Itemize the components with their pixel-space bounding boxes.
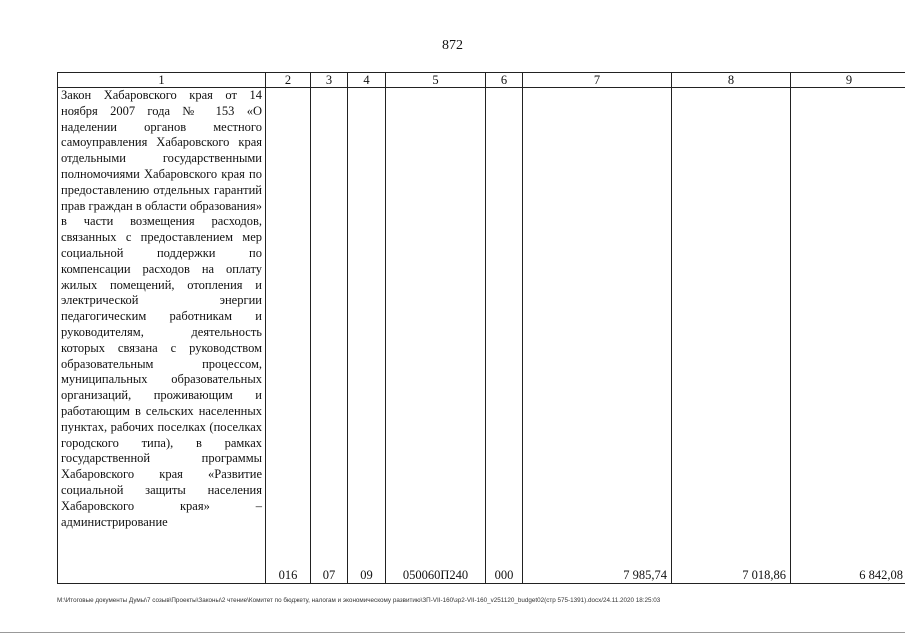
ministry-code: 016 bbox=[266, 88, 311, 584]
file-path-footer: M:\Итоговые документы Думы\7 созыв\Проекты\Законы\2 чтение\Комитет по бюджету, налогам и экономическому развитию\ЗП-VII-160\зр2-VII-160_v251120_budget02(стр 575-1391).docx/24.11.2020 18:25:03 bbox=[57, 597, 661, 604]
amount-col7: 7 985,74 bbox=[523, 88, 672, 584]
column-header-4: 4 bbox=[348, 73, 386, 88]
column-header-1: 1 bbox=[58, 73, 266, 88]
budget-table bbox=[57, 72, 905, 584]
target-article-code: 050060П240 bbox=[386, 88, 486, 584]
column-header-7: 7 bbox=[523, 73, 672, 88]
column-header-8: 8 bbox=[672, 73, 791, 88]
column-header-5: 5 bbox=[386, 73, 486, 88]
header-row bbox=[58, 73, 905, 88]
column-header-6: 6 bbox=[486, 73, 523, 88]
column-header-2: 2 bbox=[266, 73, 311, 88]
table-row bbox=[58, 88, 905, 584]
amount-col9: 6 842,08 bbox=[791, 88, 905, 584]
column-header-3: 3 bbox=[311, 73, 348, 88]
section-code: 07 bbox=[311, 88, 348, 584]
expense-type-code: 000 bbox=[486, 88, 523, 584]
row-description: Закон Хабаровского края от 14 ноября 2007 года № 153 «О наделении органов местного самоуправления Хабаровского края отдельными государственными полномочиями Хабаровского края по предоставлению отдельных гарантий прав граждан в области образования» в части возмещения расходов, связанных с предоставлением мер социальной поддержки по компенсации расходов на оплату жилых помещений, отопления и электрической энергии педагогическим работникам и руководителям, деятельность которых связана с руководством образовательным процессом, муниципальных образовательных организаций, проживающим и работающим в сельских населенных пунктах, рабочих поселках (поселках городского типа), в рамках государственной программы Хабаровского края «Развитие социальной защиты населения Хабаровского края» – администрирование bbox=[58, 88, 266, 584]
subsection-code: 09 bbox=[348, 88, 386, 584]
amount-col8: 7 018,86 bbox=[672, 88, 791, 584]
page-number: 872 bbox=[442, 38, 463, 53]
bottom-divider bbox=[0, 632, 905, 633]
column-header-9: 9 bbox=[791, 73, 905, 88]
